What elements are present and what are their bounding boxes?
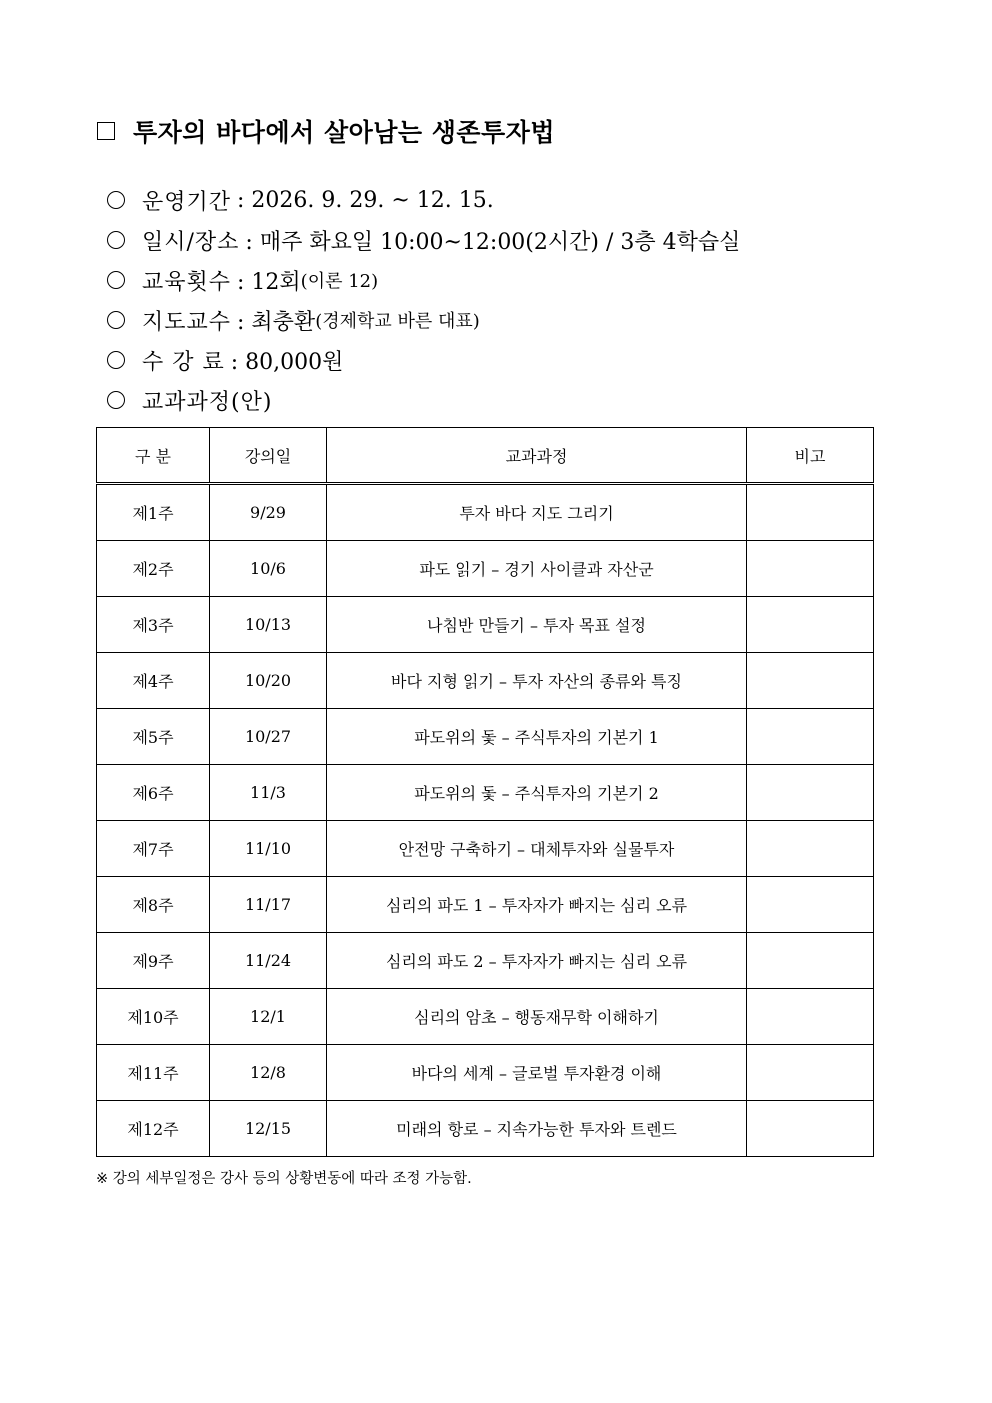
cell-course: 파도 읽기 – 경기 사이클과 자산군 [327,541,747,597]
table-row [97,1101,874,1157]
cell-date: 12/1 [210,989,327,1045]
info-label: 일시/장소 [142,229,240,255]
cell-date: 10/6 [210,541,327,597]
cell-week: 제7주 [97,821,210,877]
cell-week: 제9주 [97,933,210,989]
info-label: 수 강 료 [142,349,225,375]
cell-date: 12/15 [210,1101,327,1157]
table-row [97,597,874,653]
cell-date: 12/8 [210,1045,327,1101]
table-row [97,765,874,821]
footnote: ※ 강의 세부일정은 강사 등의 상황변동에 따라 조정 가능함. [96,1171,472,1187]
cell-course: 투자 바다 지도 그리기 [327,484,747,541]
info-value: : 매주 화요일 10:00~12:00(2시간) / 3층 4학습실 [245,229,741,255]
info-label: 교과과정(안) [142,389,273,415]
info-period [107,180,740,220]
cell-week: 제11주 [97,1045,210,1101]
info-label: 교육횟수 [142,269,232,295]
info-note: (이론 12) [300,271,379,292]
info-value: : 최충환 [237,309,316,335]
header-week: 구 분 [97,428,210,484]
cell-date: 10/27 [210,709,327,765]
info-list [107,180,740,420]
cell-date: 11/3 [210,765,327,821]
cell-date: 11/17 [210,877,327,933]
cell-course: 바다의 세계 – 글로벌 투자환경 이해 [327,1045,747,1101]
circle-bullet-icon [107,391,125,409]
header-course: 교과과정 [327,428,747,484]
cell-course: 바다 지형 읽기 – 투자 자산의 종류와 특징 [327,653,747,709]
info-value: : 80,000원 [230,349,344,375]
cell-date: 9/29 [210,484,327,541]
info-fee [107,340,740,380]
cell-note [747,1101,874,1157]
cell-note [747,933,874,989]
cell-course: 나침반 만들기 – 투자 목표 설정 [327,597,747,653]
cell-week: 제5주 [97,709,210,765]
circle-bullet-icon [107,351,125,369]
cell-week: 제6주 [97,765,210,821]
table-row [97,1045,874,1101]
cell-note [747,484,874,541]
cell-note [747,597,874,653]
cell-week: 제10주 [97,989,210,1045]
cell-note [747,989,874,1045]
table-row [97,541,874,597]
table-row [97,933,874,989]
cell-note [747,653,874,709]
table-row [97,709,874,765]
cell-note [747,541,874,597]
cell-date: 10/13 [210,597,327,653]
circle-bullet-icon [107,191,125,209]
cell-course: 심리의 파도 1 – 투자자가 빠지는 심리 오류 [327,877,747,933]
cell-week: 제8주 [97,877,210,933]
page-title: 투자의 바다에서 살아남는 생존투자법 [133,118,556,147]
table-row [97,877,874,933]
header-note: 비고 [747,428,874,484]
circle-bullet-icon [107,311,125,329]
table-header-row [97,428,874,484]
cell-course: 파도위의 돛 – 주식투자의 기본기 1 [327,709,747,765]
title-row [97,113,555,149]
cell-note [747,709,874,765]
table-row [97,989,874,1045]
info-schedule-place [107,220,740,260]
cell-week: 제1주 [97,484,210,541]
cell-course: 파도위의 돛 – 주식투자의 기본기 2 [327,765,747,821]
cell-date: 11/10 [210,821,327,877]
info-sessions [107,260,740,300]
cell-week: 제4주 [97,653,210,709]
circle-bullet-icon [107,231,125,249]
cell-course: 안전망 구축하기 – 대체투자와 실물투자 [327,821,747,877]
table-row [97,821,874,877]
cell-note [747,1045,874,1101]
info-value: : 12회 [237,269,301,295]
cell-date: 10/20 [210,653,327,709]
info-instructor [107,300,740,340]
info-note: (경제학교 바른 대표) [315,311,480,332]
info-label: 운영기간 [142,189,232,215]
cell-note [747,877,874,933]
info-label: 지도교수 [142,309,232,335]
cell-week: 제3주 [97,597,210,653]
cell-week: 제12주 [97,1101,210,1157]
cell-week: 제2주 [97,541,210,597]
table-row [97,484,874,541]
header-date: 강의일 [210,428,327,484]
info-value: : 2026. 9. 29. ~ 12. 15. [237,187,494,213]
cell-date: 11/24 [210,933,327,989]
cell-course: 심리의 파도 2 – 투자자가 빠지는 심리 오류 [327,933,747,989]
circle-bullet-icon [107,271,125,289]
table-row [97,653,874,709]
cell-course: 미래의 항로 – 지속가능한 투자와 트렌드 [327,1101,747,1157]
square-bullet-icon [97,122,115,140]
curriculum-table [96,427,874,1157]
cell-note [747,821,874,877]
cell-note [747,765,874,821]
cell-course: 심리의 암초 – 행동재무학 이해하기 [327,989,747,1045]
info-curriculum [107,380,740,420]
